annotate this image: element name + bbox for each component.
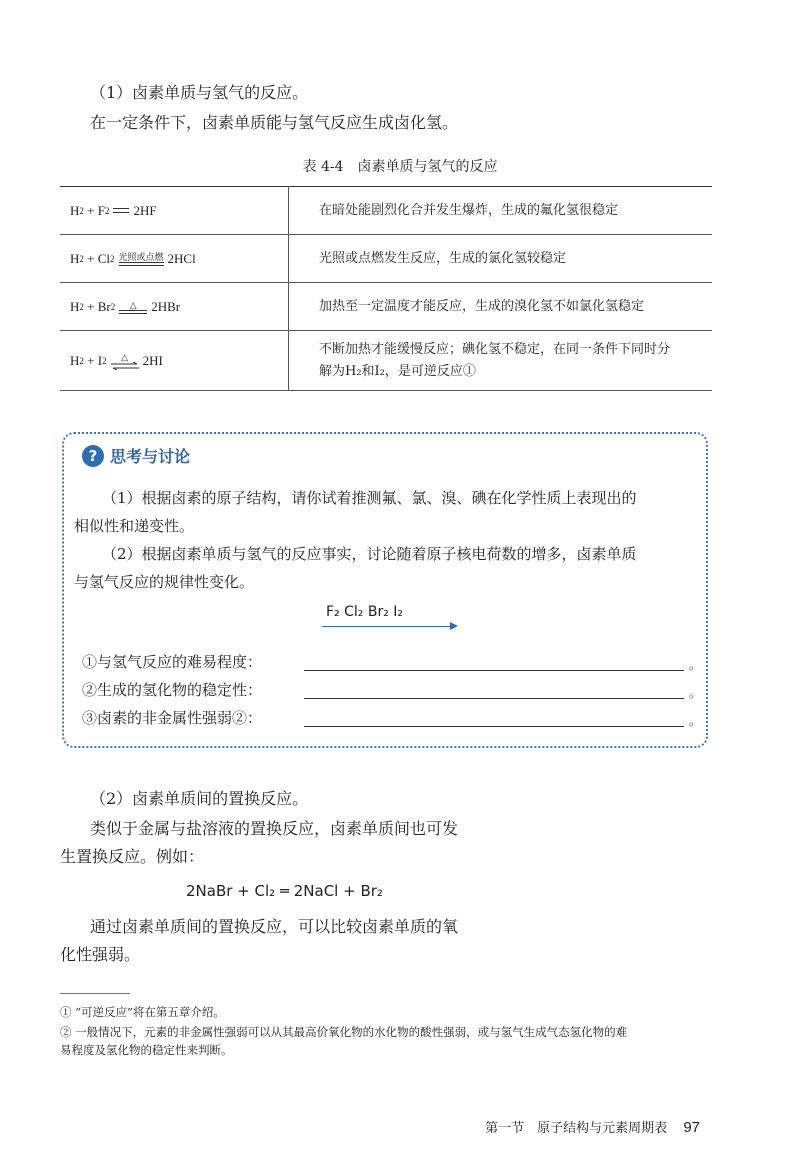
reversible-arrow-icon — [111, 362, 139, 370]
section2-line-1: 类似于金属与盐溶液的置换反应，卤素单质间也可发 — [90, 819, 459, 838]
page-footer — [485, 1117, 700, 1136]
equation-cell — [60, 187, 289, 235]
item-1-end: 。 — [689, 658, 702, 672]
footnote-2-line-2: 易程度及氢化物的稳定性来判断。 — [60, 1043, 233, 1057]
item-3-end: 。 — [689, 714, 702, 728]
think-title-text: 思考与讨论 — [110, 447, 191, 466]
equals-sign — [113, 208, 129, 213]
item-2-label: ②生成的氢化物的稳定性： — [82, 681, 263, 699]
section1-heading: （1）卤素单质与氢气的反应。 — [90, 83, 309, 102]
series-arrow-line — [322, 626, 454, 627]
reaction-condition: △ — [119, 300, 147, 314]
halogen-series: F₂ Cl₂ Br₂ I₂ — [326, 604, 404, 620]
item-3-label: ③卤素的非金属性强弱②： — [82, 709, 263, 727]
table-row — [60, 187, 712, 235]
footnote-divider — [60, 993, 130, 994]
footer-section-title: 第一节 原子结构与元素周期表 — [485, 1121, 668, 1136]
question-1-line-1: （1）根据卤素的原子结构，请你试着推测氟、氯、溴、碘在化学性质上表现出的 — [102, 489, 637, 507]
footnote-1: ① “可逆反应”将在第五章介绍。 — [60, 1005, 225, 1019]
equation-h2-i2: H 2 + I 2 △ 2HI — [70, 351, 163, 368]
section2-line-4: 化性强弱。 — [60, 945, 141, 964]
arrow-right-icon — [450, 622, 458, 630]
section2-line-3: 通过卤素单质间的置换反应，可以比较卤素单质的氧 — [90, 917, 459, 936]
question-2-line-2: 与氢气反应的规律性变化。 — [74, 573, 255, 591]
table-row — [60, 331, 712, 391]
section1-intro: 在一定条件下，卤素单质能与氢气反应生成卤化氢。 — [90, 113, 459, 132]
description-cell: 在暗处能剧烈化合并发生爆炸，生成的氟化氢很稳定 — [319, 202, 619, 218]
description-cell: 不断加热才能缓慢反应；碘化氢不稳定，在同一条件下同时分 解为H₂和I₂，是可逆反应① — [319, 341, 671, 379]
question-2-line-1: （2）根据卤素单质与氢气的反应事实，讨论随着原子核电荷数的增多，卤素单质 — [102, 545, 637, 563]
equation-h2-cl2: H 2 + Cl 2 光照或点燃 2HCl — [70, 250, 196, 266]
section2-line-2: 生置换反应。例如： — [60, 847, 205, 866]
table-caption: 表 4-4 卤素单质与氢气的反应 — [302, 159, 498, 175]
item-1-label: ①与氢气反应的难易程度： — [82, 653, 263, 671]
item-3-blank[interactable] — [304, 726, 684, 727]
equation-h2-f2: H 2 + F 2 2HF — [70, 202, 157, 218]
table-row — [60, 235, 712, 283]
item-2-end: 。 — [689, 686, 702, 700]
displacement-equation: 2NaBr + Cl₂ ═ 2NaCl + Br₂ — [186, 882, 383, 900]
table-row — [60, 283, 712, 331]
reaction-condition: △ — [111, 352, 139, 370]
question-icon: ? — [82, 445, 104, 467]
reaction-condition: 光照或点燃 — [119, 252, 164, 266]
think-and-discuss-box — [62, 432, 708, 748]
question-1-line-2: 相似性和递变性。 — [74, 517, 195, 535]
description-cell: 加热至一定温度才能反应，生成的溴化氢不如氯化氢稳定 — [319, 298, 645, 314]
equation-cell — [60, 283, 289, 331]
description-cell: 光照或点燃发生反应，生成的氯化氢较稳定 — [319, 250, 567, 266]
reaction-table — [60, 186, 712, 391]
page-number: 97 — [683, 1119, 700, 1136]
think-title — [82, 444, 190, 467]
footnote-2-line-1: ② 一般情况下，元素的非金属性强弱可以从其最高价氧化物的水化物的酸性强弱，或与氢气生成气态氢化物的难 — [60, 1025, 628, 1039]
equation-cell — [60, 331, 289, 391]
equation-h2-br2: H 2 + Br 2 △ 2HBr — [70, 298, 181, 314]
section2-heading: （2）卤素单质间的置换反应。 — [90, 789, 309, 808]
item-1-blank[interactable] — [304, 670, 684, 671]
equation-cell — [60, 235, 289, 283]
item-2-blank[interactable] — [304, 698, 684, 699]
